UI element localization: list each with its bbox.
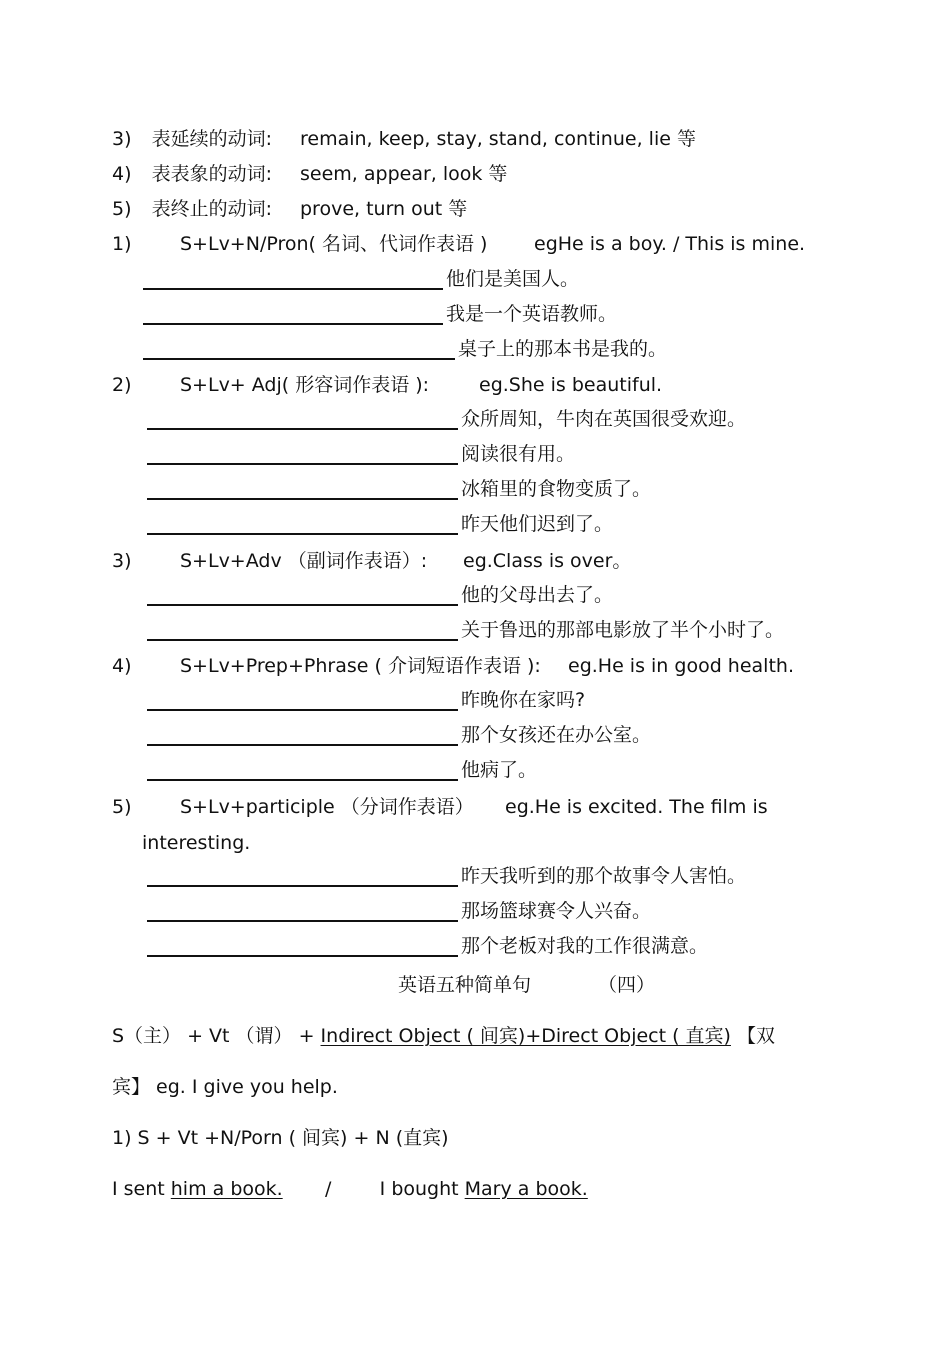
example-2-objects: Mary a book. [464,1178,588,1200]
pattern-example: eg.Class is over。 [463,550,632,572]
pattern-formula: S+Lv+participle （分词作表语） [180,796,474,818]
exercise-prompt: 昨天我听到的那个故事令人害怕。 [461,865,747,887]
answer-blank[interactable] [147,709,458,711]
formula-objects: Indirect Object ( 间宾)+Direct Object ( 直宾) [320,1025,731,1047]
item-number: 3) [112,128,132,150]
exercise-prompt: 那个女孩还在办公室。 [461,724,652,746]
pattern-example: egHe is a boy. / This is mine. [534,233,806,255]
item-words: remain, keep, stay, stand, continue, lie 等 [300,128,696,150]
answer-blank[interactable] [143,358,455,360]
pattern-formula: S+Lv+Prep+Phrase ( 介词短语作表语 ): [180,655,541,677]
exercise-prompt: 那场篮球赛令人兴奋。 [461,900,652,922]
subpattern-examples [112,1177,588,1201]
list-item [112,197,272,221]
exercise-prompt: 冰箱里的食物变质了。 [461,478,652,500]
exercise-prompt: 他的父母出去了。 [461,584,614,606]
answer-blank[interactable] [147,428,458,430]
answer-blank[interactable] [143,323,443,325]
pattern-number: 4) [112,655,132,677]
answer-blank[interactable] [147,604,458,606]
double-object-example: 宾】 eg. I give you help. [112,1076,338,1098]
example-1-prefix: I sent [112,1178,171,1200]
answer-blank[interactable] [147,533,458,535]
pattern-formula: S+Lv+Adv （副词作表语）: [180,550,428,572]
list-item [112,127,272,151]
subpattern-1: 1) S + Vt +N/Porn ( 间宾) + N (直宾) [112,1127,449,1149]
pattern-example: eg.She is beautiful. [479,374,663,396]
answer-blank[interactable] [147,498,458,500]
example-2-prefix: I bought [379,1178,465,1200]
pattern-number: 5) [112,796,132,818]
answer-blank[interactable] [147,639,458,641]
exercise-prompt: 他们是美国人。 [446,268,580,290]
pattern-number: 1) [112,233,132,255]
formula-suffix: 【双 [730,1025,776,1047]
answer-blank[interactable] [147,744,458,746]
section-number: （四） [598,974,656,996]
formula-prefix: S（主） + Vt （谓） + [112,1025,321,1047]
double-object-formula [112,1024,775,1048]
answer-blank[interactable] [147,779,458,781]
exercise-prompt: 昨晚你在家吗? [461,689,586,711]
pattern-formula: S+Lv+ Adj( 形容词作表语 ): [180,374,430,396]
pattern-number: 3) [112,550,132,572]
exercise-prompt: 众所周知，牛肉在英国很受欢迎。 [461,408,747,430]
pattern-formula: S+Lv+N/Pron( 名词、代词作表语 ) [180,233,488,255]
example-separator: / [282,1178,380,1200]
section-title: 英语五种简单句 [398,974,532,996]
exercise-prompt: 桌子上的那本书是我的。 [458,338,668,360]
exercise-prompt: 他病了。 [461,759,538,781]
item-words: prove, turn out 等 [300,198,468,220]
pattern-example: eg.He is in good health. [568,655,794,677]
answer-blank[interactable] [143,288,443,290]
answer-blank[interactable] [147,955,458,957]
pattern-example: eg.He is excited. The film is [505,796,768,818]
item-number: 4) [112,163,132,185]
answer-blank[interactable] [147,463,458,465]
exercise-prompt: 阅读很有用。 [461,443,576,465]
answer-blank[interactable] [147,920,458,922]
exercise-prompt: 关于鲁迅的那部电影放了半个小时了。 [461,619,785,641]
pattern-example-continued: interesting. [142,832,251,854]
list-item [112,162,272,186]
exercise-prompt: 昨天他们迟到了。 [461,513,614,535]
example-1-objects: him a book. [170,1178,283,1200]
item-label: 表延续的动词: [151,128,273,150]
item-words: seem, appear, look 等 [300,163,508,185]
answer-blank[interactable] [147,885,458,887]
item-number: 5) [112,198,132,220]
exercise-prompt: 我是一个英语教师。 [446,303,618,325]
pattern-number: 2) [112,374,132,396]
item-label: 表终止的动词: [151,198,273,220]
item-label: 表表象的动词: [151,163,273,185]
exercise-prompt: 那个老板对我的工作很满意。 [461,935,709,957]
